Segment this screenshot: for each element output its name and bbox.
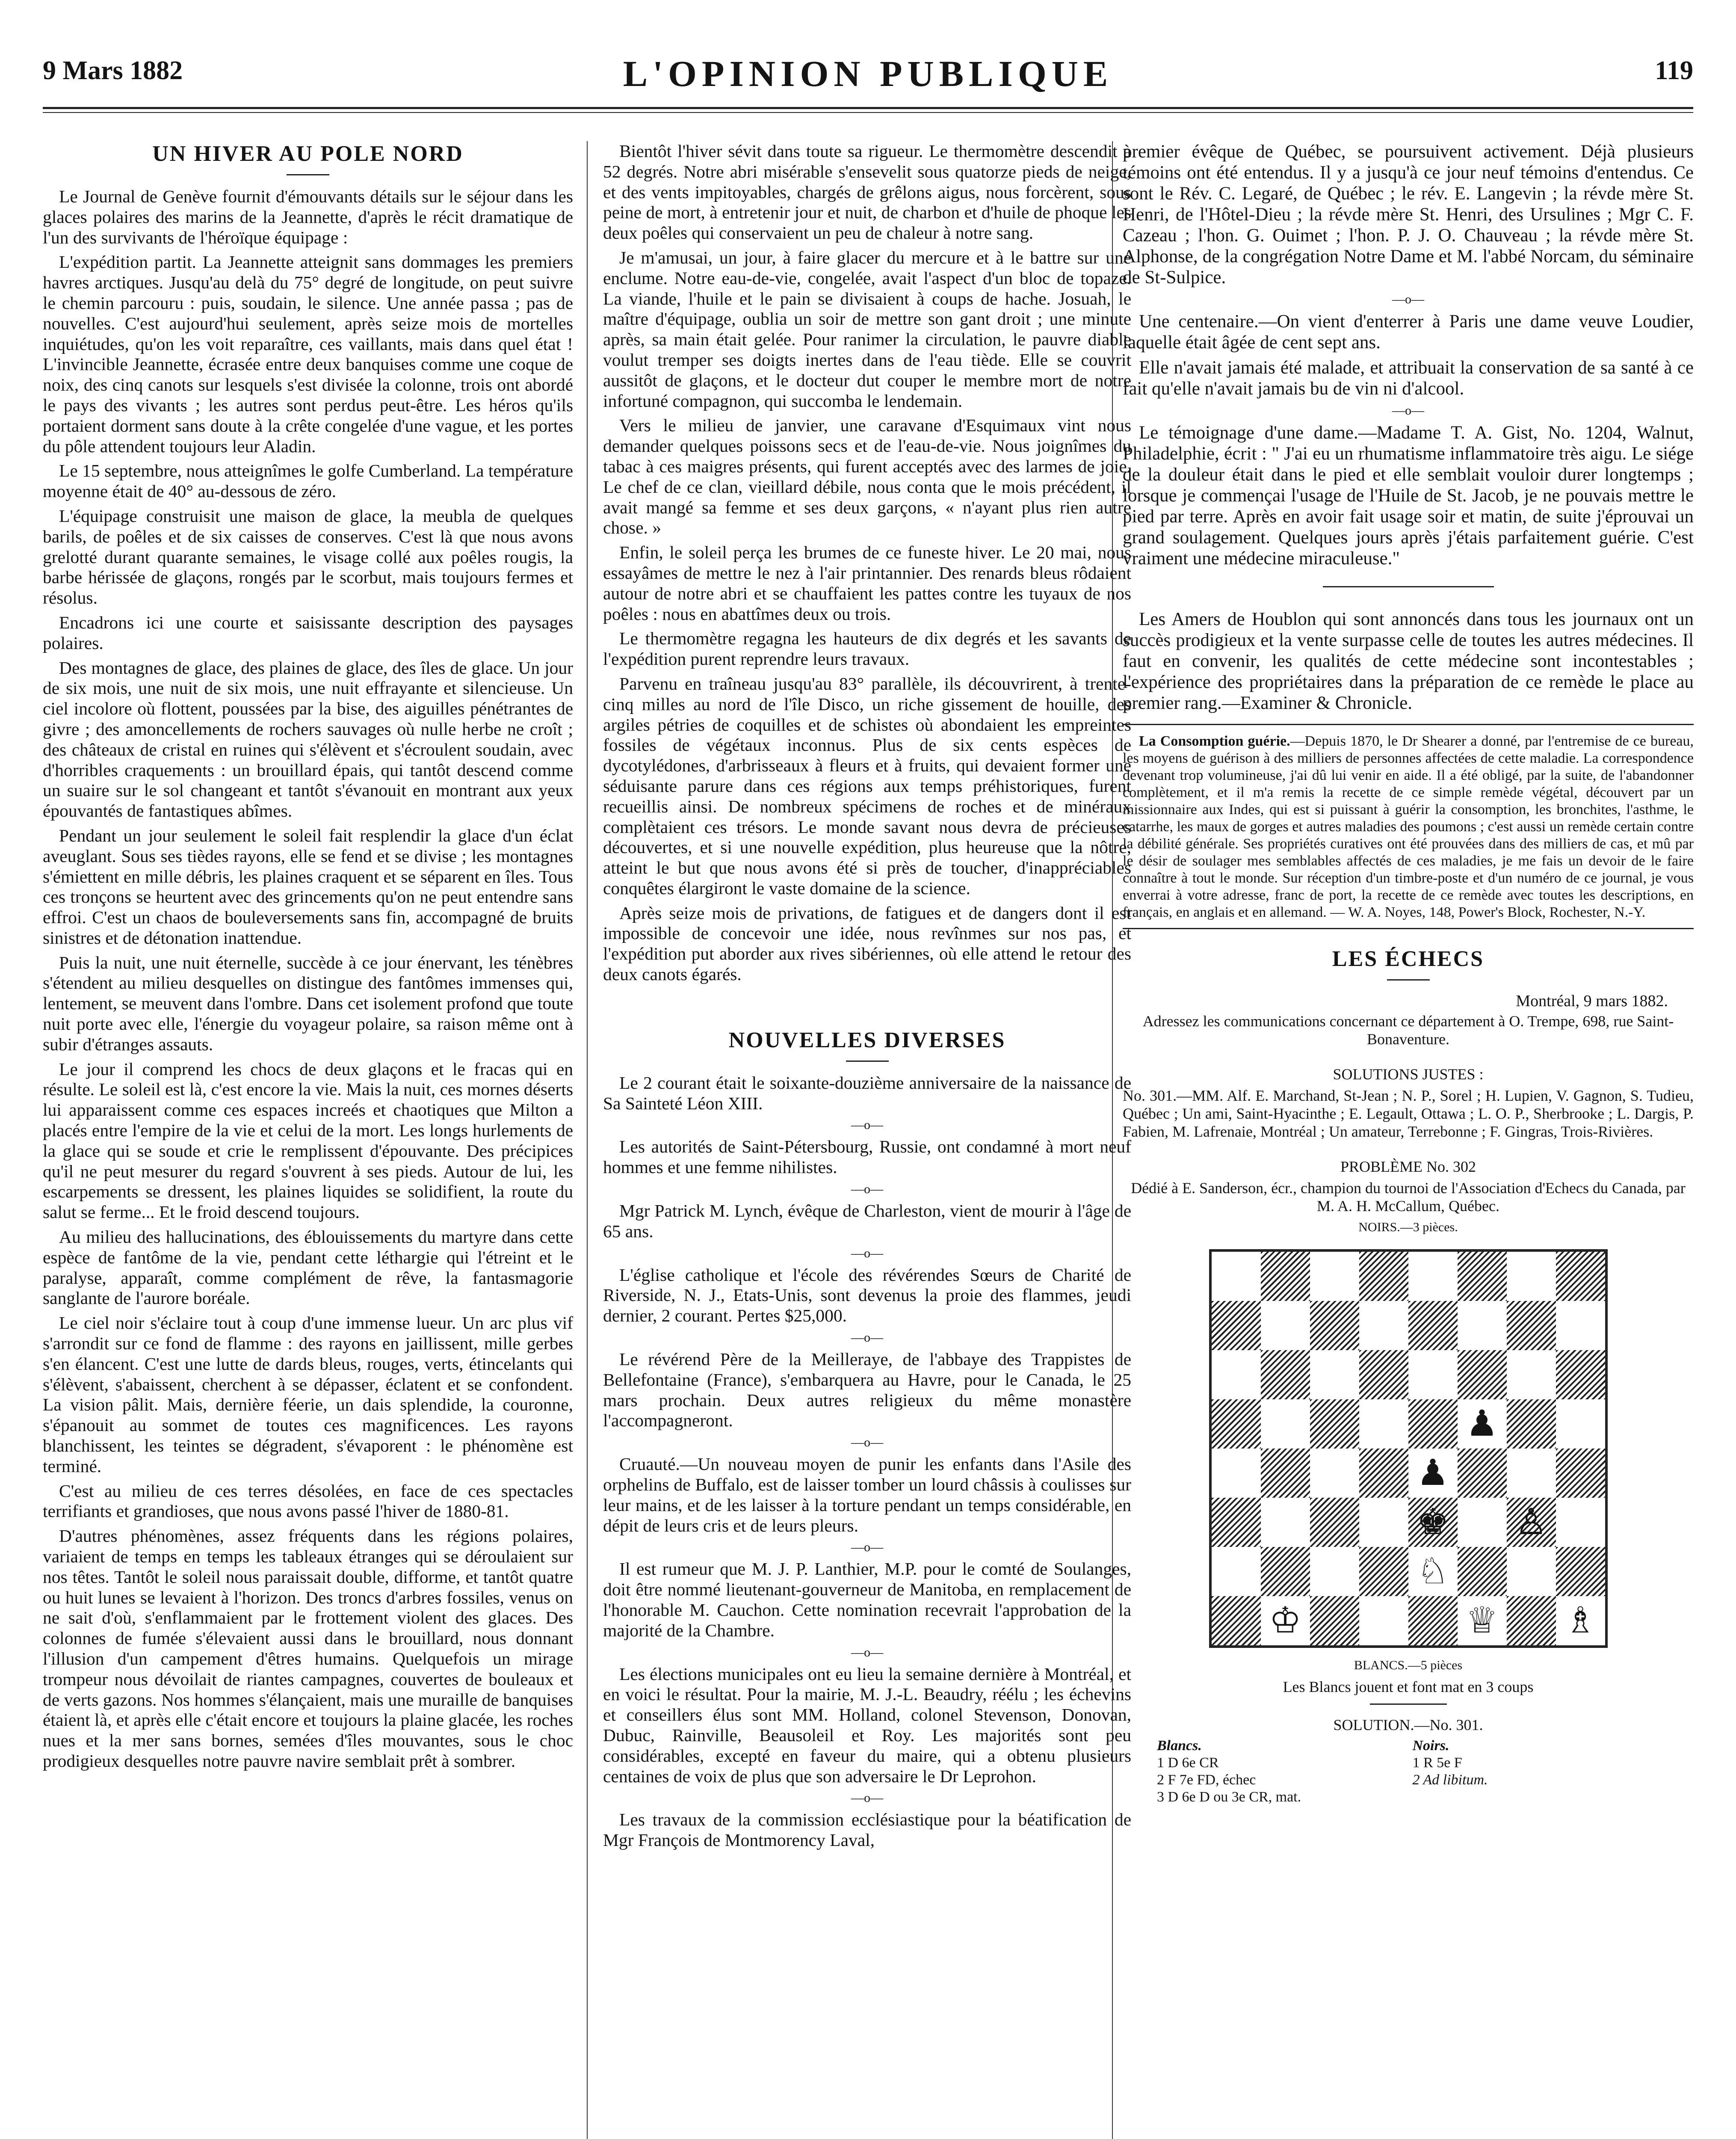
- chess-piece: ♙: [1515, 1502, 1547, 1542]
- board-square: [1261, 1350, 1310, 1399]
- chess-piece: ♗: [1564, 1600, 1597, 1641]
- board-square: [1408, 1596, 1458, 1645]
- separator: —o—: [851, 1540, 883, 1555]
- board-square: [1556, 1252, 1605, 1301]
- chess-piece: ♟: [1466, 1404, 1498, 1444]
- paragraph: Enfin, le soleil perça les brumes de ce funeste hiver. Le 20 mai, nous essayâmes de mettre le nez à l'air printannier. Des renards bleus rôdaient autour de notre abri et se chauffaient les pattes contre les tuyaux de nos poêles : nous en abattîmes deux ou trois.: [603, 542, 1131, 624]
- paragraph: Le témoignage d'une dame.—Madame T. A. Gist, No. 1204, Walnut, Philadelphie, écrit : " J'ai eu un rhumatisme inflammatoire très aigu. Le siége de la douleur était dans le pied et elle semblait vouloir durer longtemps ; lorsque je commençai l'usage de l'Huile de St. Jacob, je ne pouvais mettre le pied par terre. Après en avoir fait usage soir et matin, de suite j'éprouvai un grand soulagement. Quelques jours après j'étais parfaitement guérie. C'est vraiment une médecine miraculeuse.": [1123, 423, 1694, 569]
- board-square: [1212, 1498, 1261, 1547]
- board-square: [1359, 1252, 1408, 1301]
- board-square: [1556, 1301, 1605, 1350]
- board-square: [1261, 1449, 1310, 1498]
- board-square: [1458, 1449, 1507, 1498]
- news-item: Mgr Patrick M. Lynch, évêque de Charleston, vient de mourir à l'âge de 65 ans.: [603, 1201, 1131, 1241]
- separator: —o—: [1392, 292, 1424, 306]
- paragraph: Pendant un jour seulement le soleil fait resplendir la glace d'un éclat aveuglant. Sous ses tièdes rayons, elle se fend et se divise ; les montagnes s'émiettent en mille débris, les plaines craquent et se séparent en îles. Tous ces tronçons se heurtent avec des grincements qu'on ne peut entendre sans effroi. C'est un chaos de bouleversements sans fin, accompagné de bruits sinistres et de détonation inattendue.: [43, 825, 573, 948]
- news-item: L'église catholique et l'école des révérendes Sœurs de Charité de Riverside, N. J., Etats-Unis, sont devenus la proie des flammes, jeudi dernier, 2 courant. Pertes $25,000.: [603, 1265, 1131, 1326]
- spacer: [603, 989, 1131, 1028]
- board-square: [1458, 1399, 1507, 1449]
- separator: —o—: [851, 1246, 883, 1260]
- board-square: [1359, 1547, 1408, 1596]
- news-item: Le révérend Père de la Meilleraye, de l'abbaye des Trappistes de Bellefontaine (France), s'embarquera au Havre, pour le Canada, le 25 mars prochain. Deux autres religieux du même monastère l'accompagneront.: [603, 1349, 1131, 1431]
- news-item: Il est rumeur que M. J. P. Lanthier, M.P. pour le comté de Soulanges, doit être nommé lieutenant-gouverneur de Manitoba, en remplacement de l'honorable M. Cauchon. Cette nomination recevrait l'approbation de la majorité de la Chambre.: [603, 1559, 1131, 1640]
- separator: —o—: [851, 1330, 883, 1345]
- paragraph: Puis la nuit, une nuit éternelle, succède à ce jour énervant, les ténèbres s'étendent au milieu desquelles on distingue des fantômes immenses qui, lentement, se meuvent dans l'ombre. Dans cet isolement profond que toute nuit porte avec elle, l'énergie du voyageur polaire, sa raison même ont à subir d'étranges assauts.: [43, 952, 573, 1054]
- separator: —o—: [851, 1182, 883, 1197]
- board-square: [1507, 1350, 1556, 1399]
- board-square: [1310, 1350, 1359, 1399]
- board-square: [1359, 1399, 1408, 1449]
- board-square: [1212, 1399, 1261, 1449]
- board-square: [1310, 1449, 1359, 1498]
- newspaper-title: L'OPINION PUBLIQUE: [623, 53, 1113, 94]
- black-label: Noirs.: [1412, 1738, 1449, 1754]
- paragraph: Encadrons ici une courte et saisissante description des paysages polaires.: [43, 612, 573, 653]
- board-square: [1408, 1399, 1458, 1449]
- board-square: [1212, 1252, 1261, 1301]
- column-3: [1123, 141, 1694, 1806]
- board-square: [1507, 1301, 1556, 1350]
- separator: —o—: [851, 1645, 883, 1659]
- paragraph: Je m'amusai, un jour, à faire glacer du mercure et à le battre sur une enclume. Notre eau-de-vie, congelée, avait l'aspect d'un bloc de topaze. La viande, l'huile et le pain se divisaient à coups de hache. Josuah, le maître d'équipage, oublia un soir de mettre son gant droit ; une minute après, sa main était gelée. Pour ranimer la circulation, le pauvre diable voulut tremper ses doigts inertes dans de l'eau tiède. Elle se couvrit aussitôt de glaçons, et le docteur dut couper le membre mort de notre infortuné compagnon, qui succomba le lendemain.: [603, 247, 1131, 411]
- paragraph: premier évêque de Québec, se poursuivent activement. Déjà plusieurs témoins ont été entendus. Il y a jusqu'à ce jour neuf témoins d'entendus. Ce sont le Rév. C. Legaré, de Québec ; le rév. E. Langevin ; la révde mère St. Henri, de l'Hôtel-Dieu ; la révde mère St. Henri, des Ursulines ; Mgr C. F. Cazeau ; l'hon. G. Ouimet ; l'hon. P. J. O. Chauveau ; la révde mère St. Alphonse, de la congrégation Notre Dame et M. l'abbé Norcam, du séminaire de St-Sulpice.: [1123, 142, 1694, 287]
- board-square: [1408, 1350, 1458, 1399]
- board-square: [1359, 1350, 1408, 1399]
- news-item: Cruauté.—Un nouveau moyen de punir les enfants dans l'Asile des orphelins de Buffalo, est de laisser tomber un lourd châssis à coulisses sur leur mains, et de les laisser à la torture pendant un temps considérable, en dépit de leurs cris et de leurs pleurs.: [603, 1454, 1131, 1535]
- board-square: [1507, 1252, 1556, 1301]
- solution-table: [1157, 1737, 1668, 1806]
- news-item: Les autorités de Saint-Pétersbourg, Russie, ont condamné à mort neuf hommes et une femme nihilistes.: [603, 1137, 1131, 1177]
- paragraph: Vers le milieu de janvier, une caravane d'Esquimaux vint nous demander quelques poissons secs et de l'eau-de-vie. Nous joignîmes du tabac à ces maigres présents, qui furent acceptés avec des larmes de joie. Le chef de ce clan, vieillard débile, nous conta que le mois précédent, il avait mangé sa femme et ses deux garçons, « n'ayant plus rien autre chose. »: [603, 415, 1131, 538]
- board-square: [1458, 1301, 1507, 1350]
- chess-piece: ♔: [1269, 1600, 1301, 1641]
- paragraph: Au milieu des hallucinations, des éblouissements du martyre dans cette espèce de fantôme de la vie, pendant cette léthargie qui l'étreint et le paralyse, apparaît, comme complément de rêve, la fantasmagorie sanglante de l'aurore boréale.: [43, 1227, 573, 1308]
- chess-piece: ♘: [1417, 1551, 1449, 1591]
- column-1: [43, 141, 573, 1776]
- black-pieces-count: NOIRS.—3 pièces.: [1358, 1220, 1458, 1234]
- paragraph: D'autres phénomènes, assez fréquents dans les régions polaires, variaient de temps en temps les tableaux étranges qui se déroulaient sur nos têtes. Tantôt le soleil nous paraissait double, difforme, et tantôt quatre ou huit lunes se levaient à l'horizon. Des troncs d'arbres fossiles, venus on ne sait d'où, s'enflammaient par le frottement violent des glaces. Des colonnes de fumée s'élevaient aussi dans le brouillard, nous donnant l'illusion d'un campement d'êtres humains. Quelquefois un mirage trompeur nous dévoilait de riantes campagnes, couvertes de bouleaux et de verts gazons. Nos hommes s'élançaient, mais une muraille de banquises étaient là, et après elle c'était encore et toujours la plaine glacée, les roches nues et la mer sans bornes, semées d'îles mouvantes, sous le choc prodigieux desquelles notre pauvre navire semblait prêt à sombrer.: [43, 1526, 573, 1771]
- board-square: [1556, 1350, 1605, 1399]
- masthead-rule: [43, 107, 1693, 109]
- board-square: [1556, 1399, 1605, 1449]
- board-square: [1408, 1301, 1458, 1350]
- board-square: [1507, 1399, 1556, 1449]
- black-move: 2 Ad libitum.: [1412, 1772, 1488, 1788]
- chess-piece: ♟: [1417, 1453, 1449, 1493]
- chess-piece: ♚: [1417, 1502, 1449, 1542]
- separator: —o—: [851, 1118, 883, 1132]
- paragraph: Des montagnes de glace, des plaines de glace, des îles de glace. Un jour de six mois, une nuit de six mois, une nuit effrayante et silencieuse. Un ciel incolore où flottent, poussées par la bise, des aiguilles pénétrantes de givre ; des amoncellements de rochers sauvages où nulle herbe ne croît ; des châteaux de cristal en ruines qui s'élèvent et s'écroulent soudain, avec d'horribles craquements : un brouillard épais, qui tantôt descend comme un suaire sur le sol changeant et tantôt s'évanouit en montrant aux yeux épouvantés de fantastiques abîmes.: [43, 658, 573, 821]
- section-heading: NOUVELLES DIVERSES: [728, 1028, 1006, 1052]
- ad-rule: [1123, 724, 1694, 725]
- board-square: [1310, 1252, 1359, 1301]
- news-item: Les travaux de la commission ecclésiastique pour la béatification de Mgr François de Montmorency Laval,: [603, 1810, 1131, 1850]
- heading-rule: [1387, 979, 1430, 981]
- separator: —o—: [1392, 403, 1424, 418]
- paragraph: Une centenaire.—On vient d'enterrer à Paris une dame veuve Loudier, laquelle était âgée de cent sept ans.: [1123, 311, 1694, 353]
- masthead-rule-thin: [43, 112, 1693, 113]
- paragraph: Après seize mois de privations, de fatigues et de dangers dont il est impossible de concevoir une idée, nous revînmes sur nos pas, et l'expédition put aborder aux rives sibériennes, où elle attend le retour des deux canots égarés.: [603, 903, 1131, 984]
- separator: —o—: [851, 1435, 883, 1450]
- board-square: [1556, 1547, 1605, 1596]
- news-item: Les élections municipales ont eu lieu la semaine dernière à Montréal, et en voici le résultat. Pour la mairie, M. J.-L. Beaudry, réélu ; les échevins et conseillers élus sont MM. Holland, colonel Stevenson, Donovan, Dubuc, Rainville, Beausoleil et Roy. Les majorités sont peu considérables, excepté en faveur du maire, qui a obtenu plusieurs centaines de voix de plus que son adversaire le Dr Leprohon.: [603, 1664, 1131, 1786]
- section-rule: [1323, 586, 1494, 587]
- ad-title: La Consomption guérie.: [1139, 733, 1290, 749]
- chess-date: Montréal, 9 mars 1882.: [1516, 992, 1668, 1010]
- chess-heading: LES ÉCHECS: [1332, 947, 1485, 971]
- column-divider: [587, 141, 588, 2139]
- article-heading: UN HIVER AU POLE NORD: [152, 142, 464, 166]
- ad-text: —Depuis 1870, le Dr Shearer a donné, par l'entremise de ce bureau, les moyens de guérison à des milliers de personnes affectées de cette maladie. La correspondence devenant trop volumineuse, j'ai dû lui venir en aide. Il a été obligé, par la suite, de l'abandonner complètement, et il m'a remis la recette de ce simple remède végétal, découvert par un missionnaire aux Indes, qui est si puissant à guérir la consomption, les bronchites, l'asthme, le catarrhe, les maux de gorges et autres maladies des poumons ; c'est aussi un remède certain contre la débilité générale. Ses propriétés curatives ont été prouvées dans des milliers de cas, et mû par le désir de soulager mes semblables affectés de ces maladies, je me fais un devoir de le faire connaître à tout le monde. Sur réception d'un timbre-poste et d'un numéro de ce journal, je vous enverrai à votre adresse, franc de port, la recette de ce remède avec toutes les descriptions, en français, en anglais et en allemand. — W. A. Noyes, 148, Power's Block, Rochester, N.-Y.: [1123, 733, 1694, 920]
- board-square: [1310, 1498, 1359, 1547]
- board-square: [1458, 1252, 1507, 1301]
- paragraph: Le Journal de Genève fournit d'émouvants détails sur le séjour dans les glaces polaires des marins de la Jeannette, d'après le récit dramatique de l'un des survivants de l'héroïque équipage :: [43, 187, 573, 247]
- board-square: [1359, 1449, 1408, 1498]
- board-square: [1261, 1596, 1310, 1645]
- paragraph: Le jour il comprend les chocs de deux glaçons et le fracas qui en résulte. Le soleil est là, c'est encore la vie. Mais la nuit, ces mornes déserts lui apparaissent comme ces espaces increés et chaotiques que Milton a placés entre l'empire de la vie et celui de la mort. Les longs hurlements de la glace qui se soude et crie le remplissent d'épouvante. Des précipices qu'il ne peut mesurer du regard s'ouvrent à ses pieds. Autour de lui, les escarpements se dressent, les plaines liquides se solidifient, la route du salut se ferme... Et le froid descend toujours.: [43, 1059, 573, 1222]
- board-square: [1458, 1596, 1507, 1645]
- heading-rule: [846, 1061, 889, 1062]
- solution-heading: SOLUTION.—No. 301.: [1333, 1716, 1483, 1733]
- section-rule: [1370, 1703, 1447, 1705]
- board-square: [1458, 1498, 1507, 1547]
- masthead: [43, 53, 1693, 103]
- white-move: 3 D 6e D ou 3e CR, mat.: [1157, 1789, 1301, 1805]
- problem-task: Les Blancs jouent et font mat en 3 coups: [1283, 1678, 1534, 1695]
- board-square: [1212, 1350, 1261, 1399]
- solutions-heading: SOLUTIONS JUSTES :: [1333, 1066, 1484, 1083]
- column-2: [603, 141, 1131, 1855]
- chess-piece: ♕: [1466, 1600, 1498, 1641]
- chess-board: [1209, 1249, 1608, 1648]
- black-move: 1 R 5e F: [1412, 1755, 1462, 1771]
- board-square: [1212, 1547, 1261, 1596]
- board-square: [1212, 1449, 1261, 1498]
- board-square: [1359, 1498, 1408, 1547]
- paragraph: Parvenu en traîneau jusqu'au 83° parallèle, ils découvrirent, à trente-cinq milles au nord de l'île Disco, un riche gissement de houille, des argiles pétries de coquilles et de schistes où abondaient les empreintes fossiles de végétaux inconnus. Plus de six cents espèces de dycotylédones, d'arbrisseaux à fleurs et à fruits, qui devaient former une séduisante parure dans ces régions aux temps préhistoriques, furent recueillis ainsi. De nombreux spécimens de roches et de minéraux complètaient ces trésors. Le monde savant nous devra de précieuses découvertes, et si une nouvelle expédition, plus heureuse que la nôtre, atteint le but que nous avons été si près de toucher, d'inappréciables conquêtes élargiront le vaste domaine de la science.: [603, 673, 1131, 898]
- problem-heading: PROBLÈME No. 302: [1340, 1158, 1476, 1175]
- board-square: [1507, 1547, 1556, 1596]
- white-pieces-count: BLANCS.—5 pièces: [1354, 1658, 1463, 1672]
- ad-rule: [1123, 928, 1694, 929]
- board-square: [1408, 1252, 1458, 1301]
- chess-address: Adressez les communications concernant ce département à O. Trempe, 698, rue Saint-Bonaventure.: [1142, 1013, 1674, 1048]
- board-square: [1556, 1498, 1605, 1547]
- board-square: [1310, 1301, 1359, 1350]
- board-square: [1261, 1301, 1310, 1350]
- board-square: [1507, 1596, 1556, 1645]
- paragraph: Le 15 septembre, nous atteignîmes le golfe Cumberland. La température moyenne était de 40° au-dessous de zéro.: [43, 461, 573, 501]
- issue-date: 9 Mars 1882: [43, 56, 183, 85]
- white-label: Blancs.: [1157, 1738, 1202, 1754]
- board-square: [1507, 1449, 1556, 1498]
- paragraph: Bientôt l'hiver sévit dans toute sa rigueur. Le thermomètre descendit à 52 degrés. Notre abri misérable s'ensevelit sous quatorze pieds de neige, et des vents impitoyables, chargés de grêlons aigus, nous forcèrent, sous peine de mort, à entretenir jour et nuit, de charbon et d'huile de phoque les deux poêles qui conservaient un peu de chaleur à notre sang.: [603, 141, 1131, 243]
- paragraph: L'expédition partit. La Jeannette atteignit sans dommages les premiers havres arctiques. Jusqu'au delà du 75° degré de longitude, on peut suivre le chemin parcouru : puis, soudain, le silence. Une année passa ; pas de nouvelles. C'est aujourd'hui seulement, après seize mois de mortelles inquiétudes, qu'on les voit reparaître, ces vaillants, mais dans quel état ! L'invincible Jeannette, écrasée entre deux banquises comme une coque de noix, des cinq canots sur lesquels s'est divisée la colonne, trois ont abordé le pays des vivants ; les autres sont perdus peut-être. Les héros qu'ils portaient dorment sans doute à la crête congelée d'une vague, et les portes du pôle attendent toujours leur Aladin.: [43, 252, 573, 456]
- white-move: 1 D 6e CR: [1157, 1755, 1219, 1771]
- board-square: [1261, 1498, 1310, 1547]
- problem-dedication: Dédié à E. Sanderson, écr., champion du tournoi de l'Association d'Echecs du Canada, par M. A. H. McCallum, Québec.: [1131, 1179, 1686, 1215]
- paragraph: Les Amers de Houblon qui sont annoncés dans tous les journaux ont un succès prodigieux et la vente surpasse celle de toutes les autres médecines. Il faut en convenir, les qualités de cette médecine sont incontestables ; l'expérience des propriétaires dans la préparation de ce remède le place au premier rang.—Examiner & Chronicle.: [1123, 609, 1694, 713]
- advertisement: [1123, 733, 1694, 921]
- board-square: [1359, 1301, 1408, 1350]
- board-square: [1359, 1596, 1408, 1645]
- board-square: [1507, 1498, 1556, 1547]
- paragraph: Elle n'avait jamais été malade, et attribuait la conservation de sa santé à ce fait qu'elle n'avait jamais bu de vin ni d'alcool.: [1123, 358, 1694, 399]
- board-square: [1212, 1301, 1261, 1350]
- board-square: [1310, 1596, 1359, 1645]
- white-move: 2 F 7e FD, échec: [1157, 1772, 1256, 1788]
- board-square: [1408, 1547, 1458, 1596]
- news-item: Le 2 courant était le soixante-douzième anniversaire de la naissance de Sa Sainteté Léon XIII.: [603, 1072, 1131, 1113]
- board-square: [1310, 1547, 1359, 1596]
- board-square: [1261, 1252, 1310, 1301]
- board-square: [1212, 1596, 1261, 1645]
- paragraph: Le ciel noir s'éclaire tout à coup d'une immense lueur. Un arc plus vif s'arrondit sur ce fond de flamme : des rayons en jaillissent, mille gerbes s'en élancent. C'est une lutte de dards bleus, rouges, verts, étincelants qui s'élèvent, s'abaissent, cherchent à se dépasser, éclatent et se confondent. La vision pâlit. Mais, dernière féerie, un dais splendide, la couronne, s'épanouit au sommet de toutes ces magnificences. Les rayons blanchissent, les teintes se dégradent, s'évaporent : le phénomène est terminé.: [43, 1313, 573, 1476]
- board-square: [1458, 1547, 1507, 1596]
- board-square: [1556, 1449, 1605, 1498]
- paragraph: Le thermomètre regagna les hauteurs de dix degrés et les savants de l'expédition purent reprendre leurs travaux.: [603, 628, 1131, 669]
- heading-rule: [287, 174, 329, 175]
- paragraph: L'équipage construisit une maison de glace, la meubla de quelques barils, de poêles et de six caisses de conserves. C'est là que nous avons grelotté durant quarante semaines, le visage collé aux poêles rougis, la barbe hérissée de glaçons, rongés par le scorbut, mais toujours fermes et résolus.: [43, 506, 573, 608]
- board-square: [1556, 1596, 1605, 1645]
- page-number: 119: [1655, 56, 1693, 85]
- board-square: [1310, 1399, 1359, 1449]
- board-square: [1261, 1399, 1310, 1449]
- board-square: [1408, 1498, 1458, 1547]
- board-square: [1261, 1547, 1310, 1596]
- separator: —o—: [851, 1791, 883, 1805]
- board-square: [1458, 1350, 1507, 1399]
- board-square: [1408, 1449, 1458, 1498]
- paragraph: C'est au milieu de ces terres désolées, en face de ces spectacles terrifiants et grandioses, que nous avons passé l'hiver de 1880-81.: [43, 1481, 573, 1521]
- solutions-list: No. 301.—MM. Alf. E. Marchand, St-Jean ; N. P., Sorel ; H. Lupien, V. Gagnon, S. Tudieu, Québec ; Un ami, Saint-Hyacinthe ; E. Legault, Ottawa ; L. O. P., Sherbrooke ; L. Dargis, P. Fabien, M. Lafrenaie, Montréal ; Un amateur, Terrebonne ; F. Gingras, Trois-Rivières.: [1123, 1087, 1694, 1140]
